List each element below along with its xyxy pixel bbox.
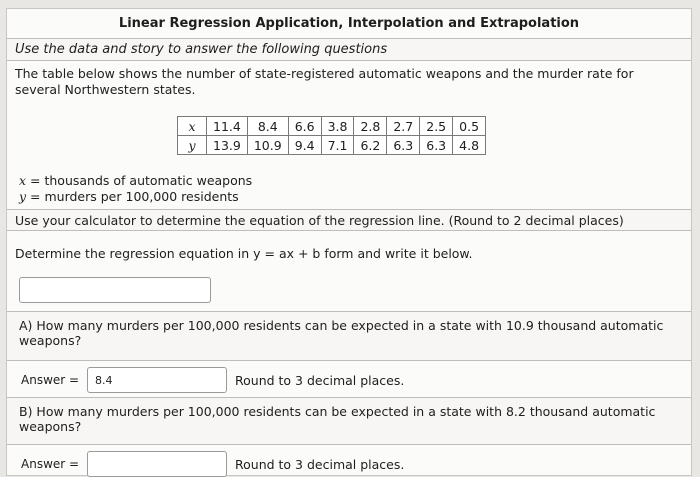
worksheet <box>6 8 692 476</box>
table-row-y <box>178 136 486 155</box>
table-cell: 7.1 <box>321 136 354 155</box>
variable-definitions <box>7 173 691 205</box>
y-definition <box>19 189 691 205</box>
answer-b-hint: Round to 3 decimal places. <box>235 457 405 472</box>
y-header: y <box>178 136 207 155</box>
table-cell: 6.6 <box>288 117 321 136</box>
instructions-subtitle: Use the data and story to answer the following questions <box>7 39 691 61</box>
question-a: A) How many murders per 100,000 residents can be expected in a state with 10.9 thousand automatic weapons? <box>7 311 691 361</box>
answer-a-input[interactable]: 8.4 <box>87 367 227 393</box>
y-definition-text: = murders per 100,000 residents <box>26 189 239 204</box>
table-cell: 6.3 <box>387 136 420 155</box>
x-definition <box>19 173 691 189</box>
y-variable: y <box>19 189 27 204</box>
table-cell: 6.3 <box>420 136 453 155</box>
table-cell: 4.8 <box>453 136 486 155</box>
answer-a-row <box>7 365 691 395</box>
answer-a-hint: Round to 3 decimal places. <box>235 373 405 388</box>
table-cell: 2.5 <box>420 117 453 136</box>
table-cell: 8.4 <box>247 117 288 136</box>
calculator-instruction: Use your calculator to determine the equation of the regression line. (Round to 2 decimal places) <box>7 209 691 231</box>
table-cell: 0.5 <box>453 117 486 136</box>
x-variable: x <box>19 173 27 188</box>
table-cell: 13.9 <box>207 136 248 155</box>
answer-a-label: Answer = <box>21 373 80 387</box>
table-cell: 2.8 <box>354 117 387 136</box>
table-cell: 2.7 <box>387 117 420 136</box>
page-title: Linear Regression Application, Interpolation and Extrapolation <box>7 9 691 39</box>
data-table <box>177 116 486 155</box>
answer-b-input[interactable] <box>87 451 227 477</box>
question-b: B) How many murders per 100,000 residents can be expected in a state with 8.2 thousand automatic weapons? <box>7 397 691 445</box>
x-definition-text: = thousands of automatic weapons <box>26 173 253 188</box>
table-row-x <box>178 117 486 136</box>
regression-instruction: Determine the regression equation in y = ax + b form and write it below. <box>15 246 473 261</box>
table-cell: 10.9 <box>247 136 288 155</box>
intro-text: The table below shows the number of state-registered automatic weapons and the murder rate for several Northwestern states. <box>15 66 634 97</box>
x-header: x <box>178 117 207 136</box>
table-cell: 3.8 <box>321 117 354 136</box>
table-cell: 11.4 <box>207 117 248 136</box>
table-cell: 6.2 <box>354 136 387 155</box>
answer-b-label: Answer = <box>21 457 80 471</box>
answer-b-row <box>7 449 691 475</box>
regression-equation-input[interactable] <box>19 277 211 303</box>
table-cell: 9.4 <box>288 136 321 155</box>
